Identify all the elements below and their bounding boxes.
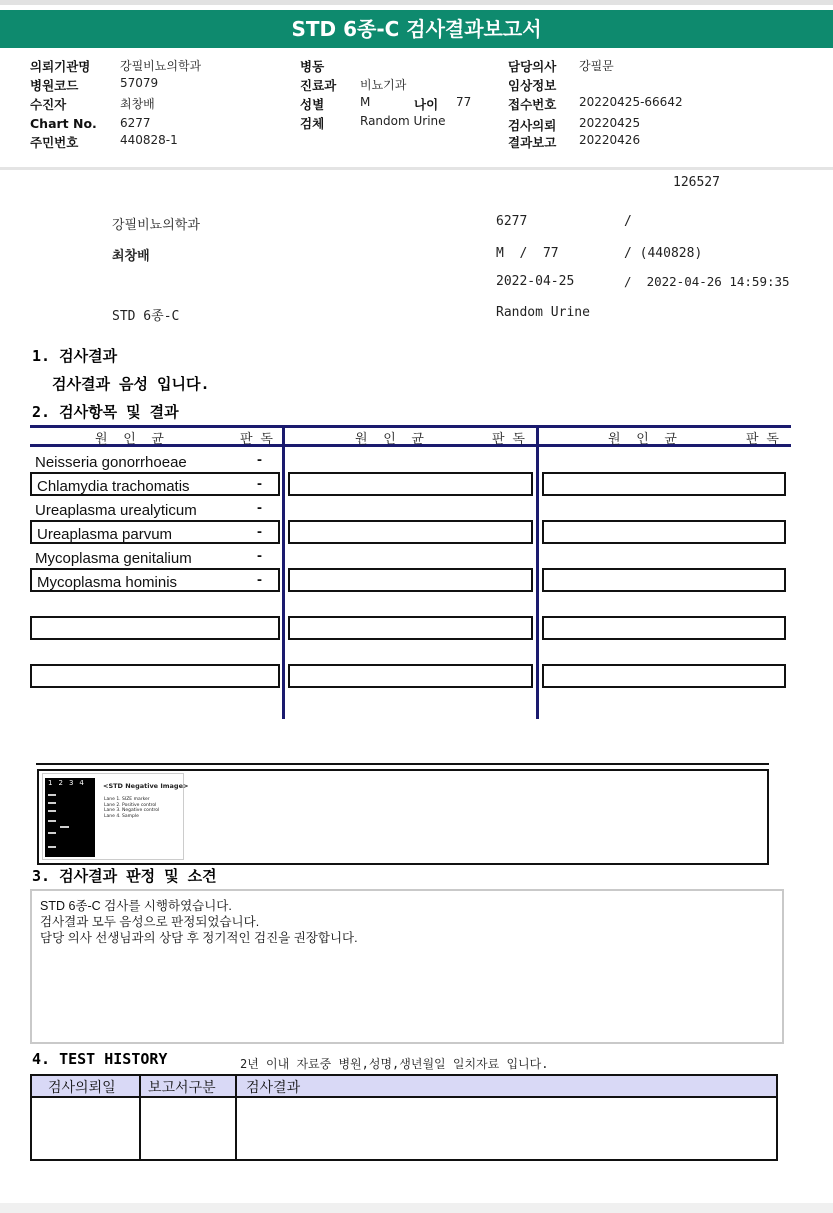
client-value: 강필비뇨의학과 bbox=[120, 59, 202, 73]
pb-dob: / (440828) bbox=[624, 246, 703, 261]
resident-no-label: 주민번호 bbox=[30, 135, 79, 150]
pb-reported: / 2022-04-26 14:59:35 bbox=[624, 274, 790, 289]
row-box-4b bbox=[288, 520, 533, 544]
row-box-4c bbox=[542, 520, 786, 544]
chart-no-label: Chart No. bbox=[30, 116, 97, 131]
specimen-label: 검체 bbox=[300, 116, 325, 131]
organism-4: Ureaplasma parvum bbox=[37, 526, 173, 543]
specimen-value: Random Urine bbox=[360, 114, 446, 128]
request-date-value: 20220425 bbox=[579, 116, 641, 130]
opinion-line-2: 검사결과 모두 음성으로 판정되었습니다. bbox=[40, 915, 260, 929]
section1-title: 1. 검사결과 bbox=[32, 347, 118, 365]
row-box-10a bbox=[30, 664, 280, 688]
row-box-10c bbox=[542, 664, 786, 688]
row-box-8c bbox=[542, 616, 786, 640]
request-date-label: 검사의뢰 bbox=[508, 118, 557, 133]
pb-test-name: STD 6종-C bbox=[112, 309, 180, 324]
organism-2: Chlamydia trachomatis bbox=[37, 478, 190, 495]
report-number: 126527 bbox=[673, 175, 720, 190]
gel-legend: Lane 1. SIZE marker Lane 2. Positive control Lane 3. Negative control Lane 4. Sample bbox=[104, 797, 160, 819]
result-6: - bbox=[257, 571, 262, 588]
gel-image-title: <STD Negative Image> bbox=[103, 782, 189, 790]
bottom-rule bbox=[0, 1203, 833, 1213]
section1-summary: 검사결과 음성 입니다. bbox=[52, 375, 210, 393]
pb-received: 2022-04-25 bbox=[496, 274, 575, 289]
receipt-no-label: 접수번호 bbox=[508, 97, 557, 112]
organism-1: Neisseria gonorrhoeae bbox=[35, 454, 187, 471]
client-label: 의뢰기관명 bbox=[30, 59, 91, 74]
result-4: - bbox=[257, 523, 262, 540]
organism-6: Mycoplasma hominis bbox=[37, 574, 178, 591]
history-col-divider-1 bbox=[139, 1076, 141, 1159]
dept-value: 비뇨기과 bbox=[360, 78, 407, 92]
row-box-10b bbox=[288, 664, 533, 688]
opinion-line-1: STD 6종-C 검사를 시행하였습니다. bbox=[40, 899, 232, 913]
col-judgement-3: 판 독 bbox=[746, 432, 779, 447]
pb-clinic: 강필비뇨의학과 bbox=[112, 218, 200, 233]
receipt-no-value: 20220425-66642 bbox=[579, 95, 683, 109]
image-top-rule bbox=[36, 763, 769, 765]
history-col-report-type: 보고서구분 bbox=[148, 1080, 216, 1096]
result-1: - bbox=[257, 451, 262, 468]
doctor-value: 강필문 bbox=[579, 59, 614, 73]
pb-chart: 6277 bbox=[496, 214, 528, 229]
result-2: - bbox=[257, 475, 262, 492]
grid-divider-1 bbox=[282, 425, 285, 719]
col-judgement-2: 판 독 bbox=[492, 432, 525, 447]
section3-title: 3. 검사결과 판정 및 소견 bbox=[32, 867, 217, 885]
hospital-code-label: 병원코드 bbox=[30, 78, 79, 93]
organism-3: Ureaplasma urealyticum bbox=[35, 502, 197, 519]
gel-lane-numbers: 1234 bbox=[48, 779, 90, 787]
pb-specimen: Random Urine bbox=[496, 305, 590, 320]
row-box-6c bbox=[542, 568, 786, 592]
pb-chart-slash: / bbox=[624, 214, 632, 229]
pb-name: 최창배 bbox=[112, 249, 150, 264]
resident-no-value: 440828-1 bbox=[120, 133, 178, 147]
patient-value: 최창배 bbox=[120, 97, 155, 111]
pb-sex-age: M / 77 bbox=[496, 246, 559, 261]
history-col-divider-2 bbox=[235, 1076, 237, 1159]
ward-label: 병동 bbox=[300, 59, 325, 74]
history-note: 2년 이내 자료중 병원,성명,생년월일 일치자료 입니다. bbox=[240, 1057, 549, 1071]
section2-title: 2. 검사항목 및 결과 bbox=[32, 403, 179, 421]
result-5: - bbox=[257, 547, 262, 564]
organism-5: Mycoplasma genitalium bbox=[35, 550, 192, 567]
report-date-label: 결과보고 bbox=[508, 135, 557, 150]
col-organism-1: 원 인 균 bbox=[95, 432, 164, 447]
report-title: STD 6종-C 검사결과보고서 bbox=[0, 10, 833, 48]
row-box-2c bbox=[542, 472, 786, 496]
chart-no-value: 6277 bbox=[120, 116, 151, 130]
section4-title: 4. TEST HISTORY bbox=[32, 1050, 168, 1068]
result-3: - bbox=[257, 499, 262, 516]
history-col-request-date: 검사의뢰일 bbox=[48, 1080, 116, 1096]
col-organism-2: 원 인 균 bbox=[355, 432, 424, 447]
sex-value: M bbox=[360, 95, 371, 109]
dept-label: 진료과 bbox=[300, 78, 337, 93]
gel-lanes-image bbox=[45, 778, 95, 857]
row-box-8a bbox=[30, 616, 280, 640]
col-judgement-1: 판 독 bbox=[240, 432, 273, 447]
hospital-code-value: 57079 bbox=[120, 76, 159, 90]
report-date-value: 20220426 bbox=[579, 133, 641, 147]
opinion-line-3: 담당 의사 선생님과의 상담 후 정기적인 검진을 권장합니다. bbox=[40, 931, 358, 945]
age-label: 나이 bbox=[414, 97, 439, 112]
history-col-result: 검사결과 bbox=[246, 1080, 301, 1096]
sex-label: 성별 bbox=[300, 97, 325, 112]
top-rule bbox=[0, 0, 833, 5]
row-box-2b bbox=[288, 472, 533, 496]
age-value: 77 bbox=[456, 95, 472, 109]
patient-label: 수진자 bbox=[30, 97, 67, 112]
header-separator bbox=[0, 167, 833, 170]
clinical-info-label: 임상정보 bbox=[508, 78, 557, 93]
row-box-6b bbox=[288, 568, 533, 592]
history-header bbox=[32, 1076, 776, 1098]
grid-divider-2 bbox=[536, 425, 539, 719]
doctor-label: 담당의사 bbox=[508, 59, 557, 74]
col-organism-3: 원 인 균 bbox=[608, 432, 677, 447]
row-box-8b bbox=[288, 616, 533, 640]
